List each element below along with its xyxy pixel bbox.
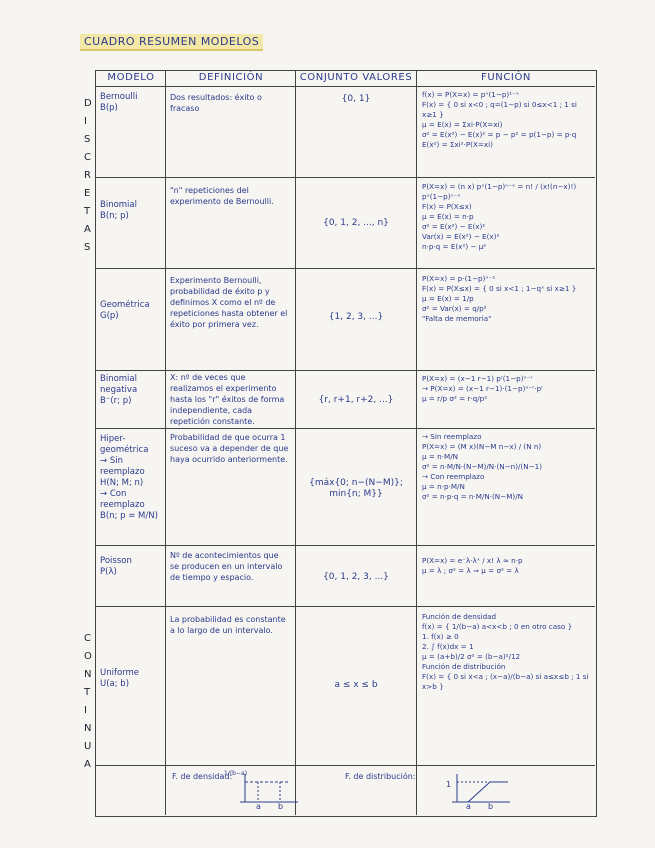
distribution-axis-a: a (466, 802, 471, 811)
density-height-label: 1/(b−a) (224, 770, 248, 777)
row-divider (95, 606, 595, 607)
row-binomial-model: Binomial B(n; p) (100, 200, 137, 221)
header-values: CONJUNTO VALORES (299, 72, 413, 83)
row-bernoulli-model: Bernoulli B(p) (100, 92, 138, 113)
row-binomial-definition: "n" repeticiones del experimento de Bernoulli. (170, 186, 274, 206)
row-uniform-values: a ≤ x ≤ b (334, 680, 378, 690)
page-title: CUADRO RESUMEN MODELOS (80, 34, 263, 51)
row-hypergeometric-model: Hiper-geométrica → Sin reemplazo H(N; M; n) → Con reemplazo B(n; p = M/N) (100, 434, 158, 521)
row-hypergeometric-definition: Probabilidad de que ocurra 1 suceso va a depender de que haya ocurrido anteriormente. (170, 433, 289, 464)
row-binomial-values: {0, 1, 2, ..., n} (323, 218, 389, 228)
row-geometric-values: {1, 2, 3, ...} (328, 312, 384, 322)
column-divider (416, 70, 417, 815)
row-divider (95, 177, 595, 178)
row-bernoulli-definition: Dos resultados: éxito o fracaso (170, 93, 262, 113)
row-bernoulli-values: {0, 1} (341, 94, 371, 104)
column-divider (165, 70, 166, 815)
margin-label-continuous: C O N T I N U A (84, 633, 92, 770)
row-divider (95, 765, 595, 766)
density-label: F. de densidad: (172, 772, 233, 781)
row-hypergeometric-values: {máx{0; n−(N−M)}; min{n; M}} (309, 478, 403, 499)
row-divider (95, 545, 595, 546)
distribution-label: F. de distribución: (345, 772, 416, 781)
density-sketch (240, 774, 300, 808)
density-axis-a: a (256, 802, 261, 811)
row-bernoulli-function: f(x) = P(X=x) = pˣ(1−p)¹⁻ˣ F(x) = { 0 si x<0 ; q=(1−p) si 0≤x<1 ; 1 si x≥1 } μ = E(x) = Σxi·P(X=xi) σ² = E(x²) − E(x)² = p − p² = p(1−p) = p·q E(x²) = Σxi²·P(X=xi) (422, 90, 577, 149)
column-divider (295, 70, 296, 815)
row-divider (95, 370, 595, 371)
row-divider (95, 268, 595, 269)
density-axis-b: b (278, 802, 284, 811)
row-negative-binomial-function: P(X=x) = (x−1 r−1) pʳ(1−p)ˣ⁻ʳ → P(X=x) = (x−1 r−1)·(1−p)ˣ⁻ʳ·pʳ μ = r/p σ² = r·q/p² (422, 374, 543, 403)
row-poisson-model: Poisson P(λ) (100, 556, 132, 577)
row-uniform-definition: La probabilidad es constante a lo largo de un intervalo. (170, 615, 286, 635)
margin-label-discrete: D I S C R E T A S (84, 98, 92, 253)
row-divider (95, 428, 595, 429)
row-divider (95, 86, 595, 87)
row-uniform-model: Uniforme U(a; b) (100, 668, 140, 689)
row-geometric-model: Geométrica G(p) (100, 300, 150, 321)
row-poisson-function: P(X=x) = e⁻λ·λˣ / x! λ ≈ n·p μ = λ ; σ² = λ ⇒ μ = σ² = λ (422, 556, 523, 575)
row-uniform-function: Función de densidad f(x) = { 1/(b−a) a<x<b ; 0 en otro caso } 1. f(x) ≥ 0 2. ∫ f(x)dx = 1 μ = (a+b)/2 σ² = (b−a)²/12 Función de distribución F(x) = { 0 si x<a ; (x−a)/(b−a) si a≤x≤b ; 1 si x>b } (422, 612, 589, 691)
distribution-height-label: 1 (446, 780, 452, 789)
distribution-axis-b: b (488, 802, 494, 811)
row-poisson-values: {0, 1, 2, 3, ...} (323, 572, 389, 582)
header-function: FUNCIÓN (480, 72, 532, 83)
row-negative-binomial-definition: X: nº de veces que realizamos el experimento hasta los "r" éxitos de forma independiente, cada repetición constante. (170, 373, 285, 426)
row-negative-binomial-model: Binomial negativa B⁻(r; p) (100, 374, 138, 406)
row-poisson-definition: Nº de acontecimientos que se producen en un intervalo de tiempo y espacio. (170, 551, 283, 582)
row-hypergeometric-function: → Sin reemplazo P(X=x) = (M x)(N−M n−x) / (N n) μ = n·M/N σ² = n·M/N·(N−M)/N·(N−n)/(N−1) → Con reemplazo μ = n·p·M/N σ² = n·p·q = n·M/N·(N−M)/N (422, 432, 543, 501)
header-model: MODELO (107, 72, 155, 83)
row-geometric-definition: Experimento Bernoulli, probabilidad de éxito p y definimos X como el nº de repeticiones hasta obtener el éxito por primera vez. (170, 276, 288, 329)
row-geometric-function: P(X=x) = p·(1−p)ˣ⁻¹ F(x) = P(X≤x) = { 0 si x<1 ; 1−qˣ si x≥1 } μ = E(x) = 1/p σ² = Var(x) = q/p² "Falta de memoria" (422, 274, 577, 323)
row-binomial-function: P(X=x) = (n x) pˣ(1−p)ⁿ⁻ˣ = n! / (x!(n−x)!) pˣ(1−p)ⁿ⁻ˣ F(x) = P(X≤x) μ = E(x) = n·p σ² = E(x²) − E(x)² Var(x) = E(x²) − E(x)² n·p·q = E(x²) − μ² (422, 182, 577, 251)
distribution-sketch (452, 774, 512, 808)
header-definition: DEFINICIÓN (198, 72, 264, 83)
row-negative-binomial-values: {r, r+1, r+2, ...} (318, 395, 394, 405)
